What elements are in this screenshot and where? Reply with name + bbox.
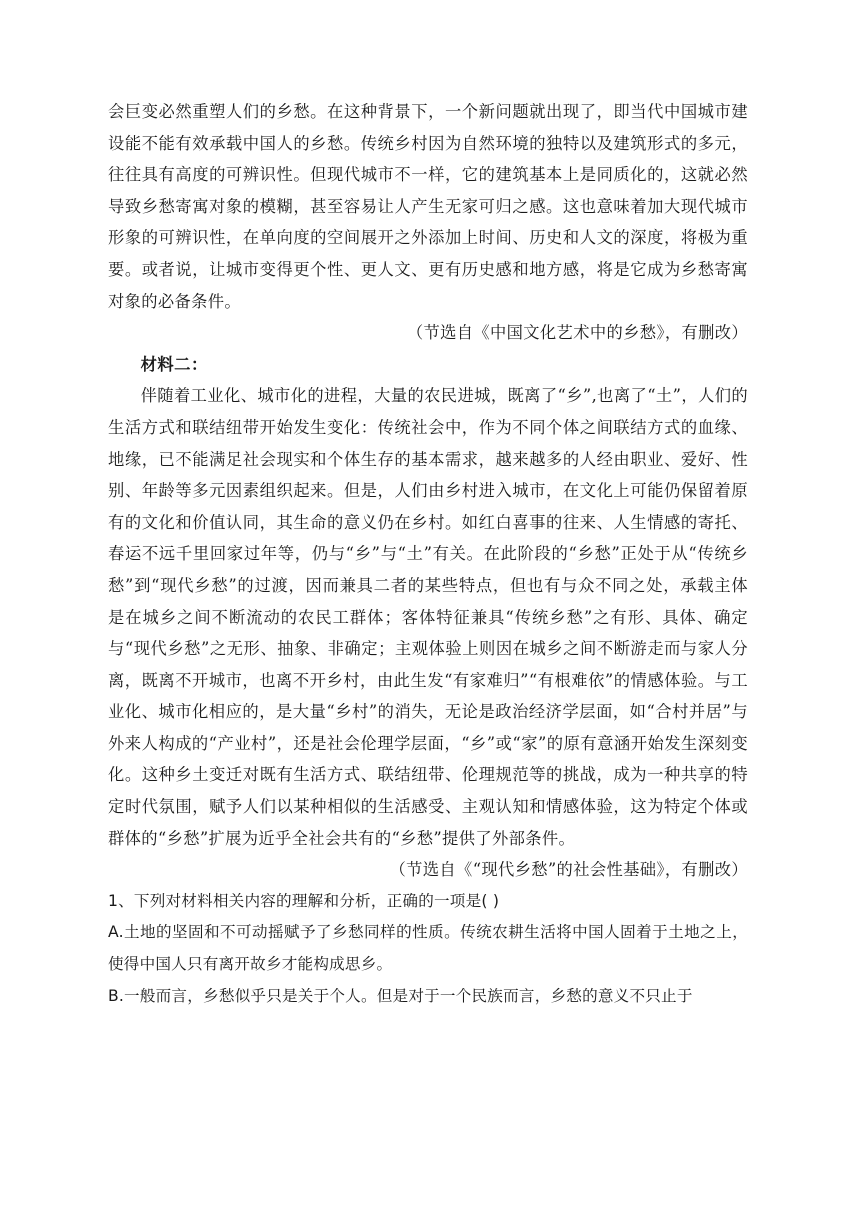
material-one-source: （节选自《中国文化艺术中的乡愁》，有删改） — [406, 323, 748, 343]
question-one-option-a: A.土地的坚固和不可动摇赋予了乡愁同样的性质。传统农耕生活将中国人固着于土地之上，使得中国人只有离开故乡才能构成思乡。 — [108, 923, 748, 974]
question-one-stem: 1、下列对材料相关内容的理解和分析，正确的一项是( ) — [108, 891, 500, 910]
document-page — [108, 96, 748, 1012]
material-two-source: （节选自《“现代乡愁”的社会性基础》，有删改） — [389, 860, 748, 880]
question-one-option-b: B.一般而言，乡愁似乎只是关于个人。但是对于一个民族而言，乡愁的意义不只止于 — [108, 986, 693, 1005]
material-two-heading: 材料二： — [140, 354, 208, 374]
material-two-text: 伴随着工业化、城市化的进程，大量的农民进城，既离了“乡”,也离了“土”，人们的生活方式和联结纽带开始发生变化：传统社会中，作为不同个体之间联结方式的血缘、地缘，已不能满足社会现实和个体生存的基本需求，越来越多的人经由职业、爱好、性别、年龄等多元因素组织起来。但是，人们由乡村进入城市，在文化上可能仍保留着原有的文化和价值认同，其生命的意义仍在乡村。如红白喜事的往来、人生情感的寄托、春运不远千里回家过年等，仍与“乡”与“土”有关。在此阶段的“乡愁”正处于从“传统乡愁”到“现代乡愁”的过渡，因而兼具二者的某些特点，但也有与众不同之处，承载主体是在城乡之间不断流动的农民工群体；客体特征兼具“传统乡愁”之有形、具体、确定与“现代乡愁”之无形、抽象、非确定；主观体验上则因在城乡之间不断游走而与家人分离，既离不开城市，也离不开乡村，由此生发“有家难归”“有根难依”的情感体验。与工业化、城市化相应的，是大量“乡村”的消失，无论是政治经济学层面，如“合村并居”与外来人构成的“产业村”，还是社会伦理学层面，“乡”或“家”的原有意涵开始发生深刻变化。这种乡土变迁对既有生活方式、联结纽带、伦理规范等的挑战，成为一种共享的特定时代氛围，赋予人们以某种相似的生活感受、主观认知和情感体验，这为特定个体或群体的“乡愁”扩展为近乎全社会共有的“乡愁”提供了外部条件。 — [108, 386, 748, 848]
material-one-text: 会巨变必然重塑人们的乡愁。在这种背景下，一个新问题就出现了，即当代中国城市建设能不能有效承载中国人的乡愁。传统乡村因为自然环境的独特以及建筑形式的多元，往往具有高度的可辨识性。但现代城市不一样，它的建筑基本上是同质化的，这就必然导致乡愁寄寓对象的模糊，甚至容易让人产生无家可归之感。这也意味着加大现代城市形象的可辨识性，在单向度的空间展开之外添加上时间、历史和人文的深度，将极为重要。或者说，让城市变得更个性、更人文、更有历史感和地方感，将是它成为乡愁寄寓对象的必备条件。 — [108, 102, 748, 311]
